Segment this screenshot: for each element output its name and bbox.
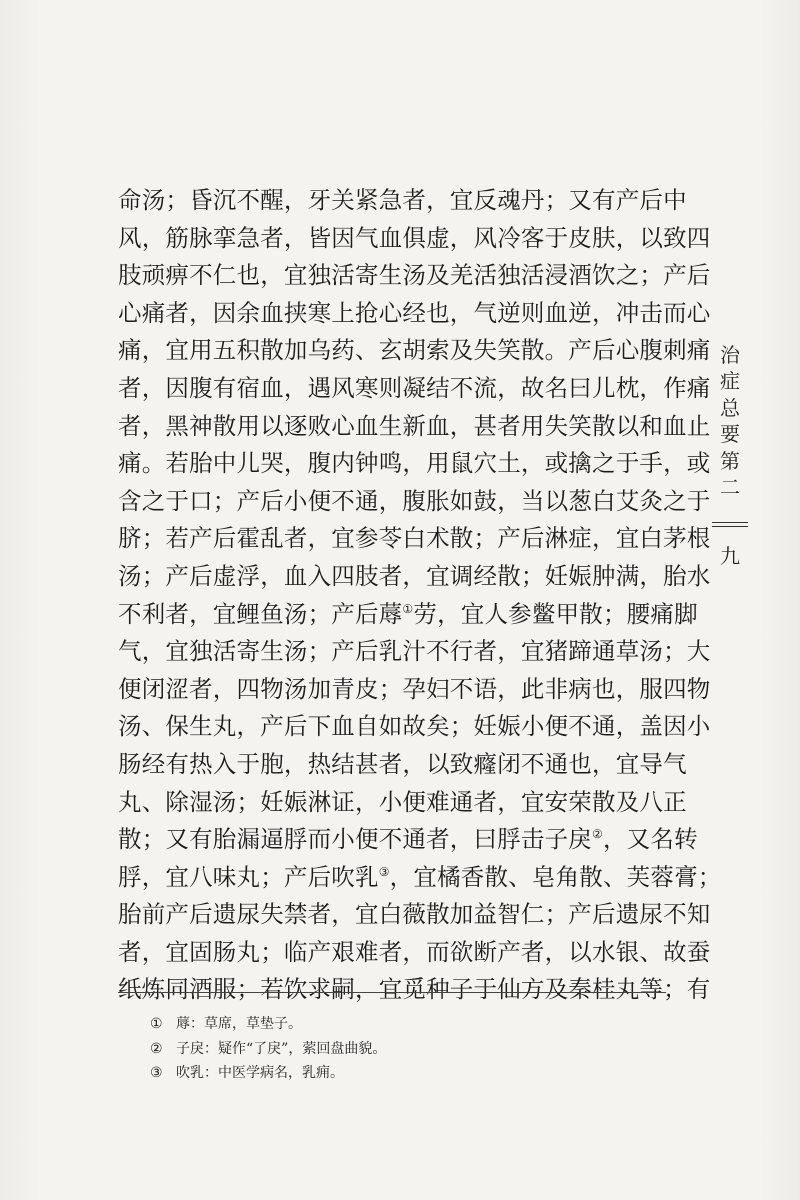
footnote-1	[150, 1012, 650, 1037]
text-segment: 散；又有胎漏逼脬而小便不通者，曰脬击子戾	[118, 825, 592, 854]
text-line: 汤；产后虚浮，血入四肢者，宜调经散；妊娠肿满，胎水	[118, 561, 711, 590]
running-head-char: 第	[720, 448, 740, 473]
running-head-char: 症	[720, 369, 740, 394]
text-line: 心痛者，因余血挟寒上抢心经也，气逆则血逆，冲击而心	[118, 298, 711, 327]
text-line: 丸、除湿汤；妊娠淋证，小便难通者，宜安荣散及八正	[118, 787, 687, 816]
text-line: 汤、保生丸，产后下血自如故矣；妊娠小便不通，盖因小	[118, 712, 711, 741]
running-head-char: 治	[720, 343, 740, 367]
text-segment: ，又名转	[602, 825, 698, 854]
text-line: 纸炼同酒服；若饮求嗣，宜觅种子于仙方及秦桂丸等；有	[118, 975, 711, 1004]
text-line: 含之于口；产后小便不通，腹胀如鼓，当以葱白艾灸之于	[118, 486, 711, 515]
running-head-rule	[712, 522, 748, 523]
footnote-mark: ①	[150, 1016, 163, 1032]
text-segment: 不利者，宜鲤鱼汤；产后蓐	[118, 599, 403, 628]
text-line: 痛，宜用五积散加乌药、玄胡索及失笑散。产后心腹刺痛	[118, 336, 711, 365]
page-number: 九	[720, 544, 740, 568]
text-line: 便闭涩者，四物汤加青皮；孕妇不语，此非病也，服四物	[118, 674, 711, 703]
footnote-mark: ③	[150, 1065, 163, 1081]
text-line: 者，因腹有宿血，遇风寒则凝结不流，故名曰儿枕，作痛	[118, 373, 711, 402]
text-line: 胎前产后遗尿失禁者，宜白薇散加益智仁；产后遗尿不知	[118, 900, 711, 929]
footnote-mark: ②	[150, 1040, 163, 1057]
footnote-divider	[118, 992, 666, 993]
running-head-char: 总	[720, 395, 740, 420]
footnote-ref-2[interactable]: ②	[592, 827, 603, 842]
footnote-ref-1[interactable]: ①	[402, 601, 414, 616]
text-line: 肢顽痹不仁也，宜独活寄生汤及羌活独活浸酒饮之；产后	[118, 261, 711, 290]
body-text	[118, 182, 722, 1009]
text-line: 气，宜独活寄生汤；产后乳汁不行者，宜猪蹄通草汤；大	[118, 637, 711, 666]
text-line: 者，黑神散用以逐败心血生新血，甚者用失笑散以和血止	[118, 411, 711, 440]
footnote-3	[150, 1061, 650, 1086]
running-head-rule	[712, 526, 748, 527]
footnote-2	[150, 1037, 650, 1062]
text-segment: ，宜橘香散、皂角散、芙蓉膏；	[389, 862, 722, 891]
footnote-ref-3[interactable]: ③	[378, 864, 390, 879]
running-head-char: 要	[720, 422, 740, 447]
text-line: 风，筋脉挛急者，皆因气血俱虚，风冷客于皮肤，以致四	[118, 223, 711, 252]
text-line: 者，宜固肠丸；临产艰难者，而欲断产者，以水银、故蚕	[118, 937, 711, 966]
text-line: 肠经有热入于胞，热结甚者，以致癃闭不通也，宜导气	[118, 749, 687, 778]
footnote-text: 蓐：草席，草垫子。	[176, 1016, 302, 1032]
footnote-text: 吹乳：中医学病名，乳痈。	[176, 1065, 344, 1081]
running-head-char: 二	[720, 475, 740, 500]
text-line	[118, 821, 698, 859]
text-line: 命汤；昏沉不醒，牙关紧急者，宜反魂丹；又有产后中	[118, 186, 687, 214]
text-line: 痛。若胎中儿哭，腹内钟鸣，用鼠穴土，或擒之于手，或	[118, 449, 711, 478]
text-line	[118, 859, 722, 897]
text-segment: 劳，宜人参鳖甲散；腰痛脚	[413, 599, 698, 628]
text-segment: 脬，宜八味丸；产后吹乳	[118, 862, 379, 891]
running-head-chapter-title	[718, 342, 742, 500]
text-line: 脐；若产后霍乱者，宜参苓白术散；产后淋症，宜白茅根	[118, 524, 711, 553]
footnote-text: 子戾：疑作“了戾”，萦回盘曲貌。	[176, 1040, 387, 1057]
text-line	[118, 596, 698, 634]
footnotes	[150, 1012, 650, 1086]
